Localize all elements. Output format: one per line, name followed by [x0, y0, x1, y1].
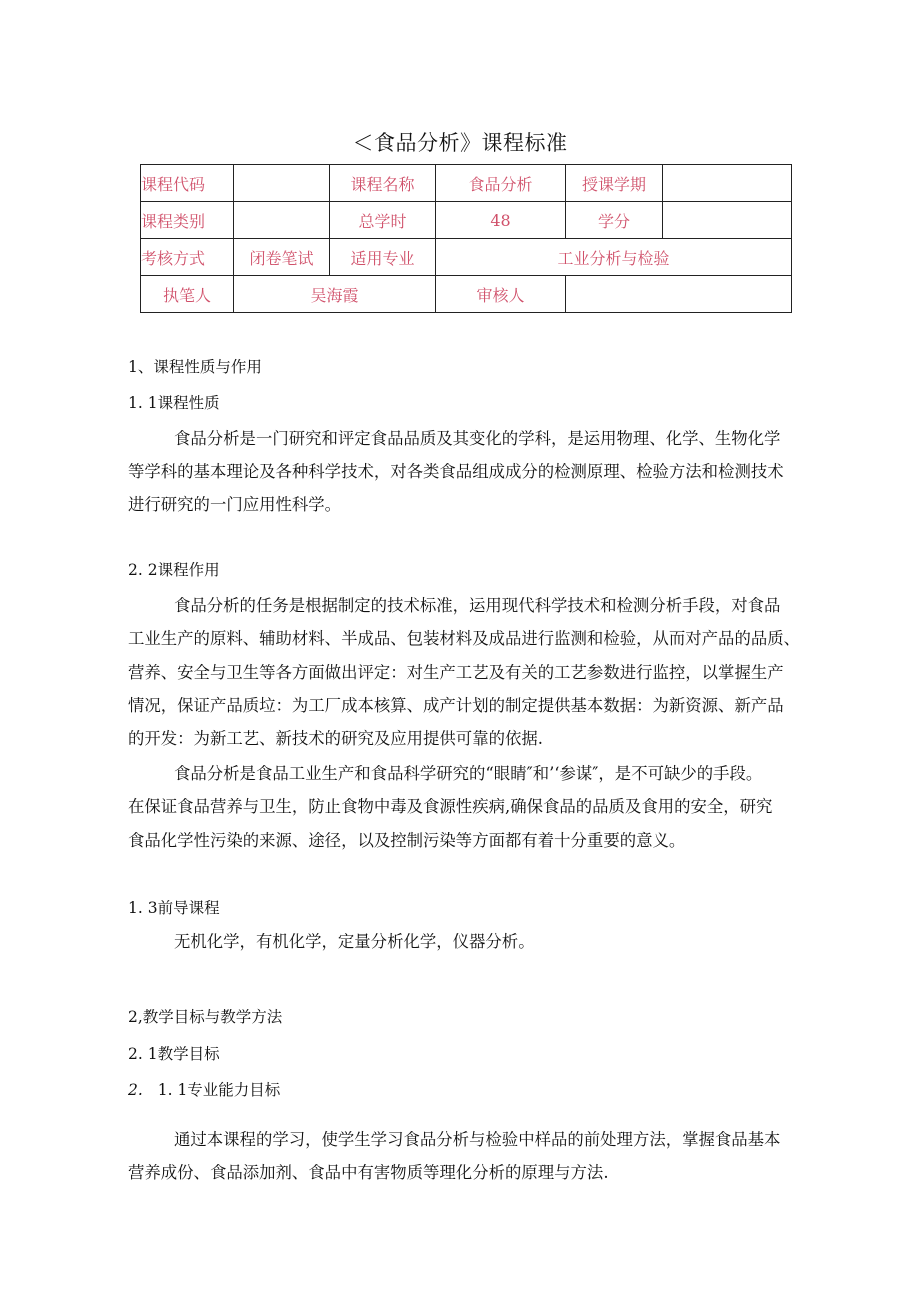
- paragraph-line: 食品分析的任务是根据制定的技术标准，运用现代科学技术和检测分析手段，对食品: [174, 596, 781, 615]
- heading-number: 2.: [128, 1081, 143, 1099]
- value-reviewer: [566, 276, 792, 313]
- section-heading-1-1: 1. 1课程性质: [128, 394, 220, 412]
- table-row: [141, 202, 792, 239]
- paragraph-line: 食品分析是一门研究和评定食品品质及其变化的学科，是运用物理、化学、生物化学: [174, 429, 781, 448]
- section-heading-2: 2,教学目标与教学方法: [128, 1008, 283, 1026]
- label-course-type: 课程类别: [141, 202, 234, 239]
- value-major: 工业分析与检验: [436, 239, 792, 276]
- paragraph-line: 无机化学，有机化学，定量分析化学，仪器分析。: [174, 932, 535, 951]
- value-course-name: 食品分析: [436, 165, 566, 202]
- section-heading-1-2: 2. 2课程作用: [128, 561, 220, 579]
- section-heading-1-3: 1. 3前导课程: [128, 899, 220, 917]
- value-course-type: [234, 202, 330, 239]
- value-author: 吴海霞: [234, 276, 436, 313]
- section-heading-1: 1、课程性质与作用: [128, 358, 262, 376]
- paragraph-line: 营养成份、食品添加剂、食品中有害物质等理化分析的原理与方法.: [128, 1163, 609, 1182]
- paragraph-line: 营养、安全与卫生等各方面做出评定：对生产工艺及有关的工艺参数进行监控，以掌握生产: [128, 663, 784, 682]
- paragraph-line: 通过本课程的学习，使学生学习食品分析与检验中样品的前处理方法，掌握食品基本: [174, 1130, 781, 1149]
- label-semester: 授课学期: [566, 165, 663, 202]
- table-row: [141, 276, 792, 313]
- paragraph-line: 食品化学性污染的来源、途径，以及控制污染等方面都有着十分重要的意义。: [128, 831, 686, 850]
- paragraph-line: 进行研究的一门应用性科学。: [128, 495, 342, 514]
- value-credits: [663, 202, 792, 239]
- value-total-hours: 48: [436, 202, 566, 239]
- paragraph-line: 情况，保证产品质垃：为工厂成本核算、成产计划的制定提供基本数据：为新资源、新产品: [128, 696, 784, 715]
- table-row: [141, 239, 792, 276]
- paragraph-line: 在保证食品营养与卫生，防止食物中毒及食源性疾病,确保食品的品质及食用的安全，研究: [128, 797, 773, 816]
- label-credits: 学分: [566, 202, 663, 239]
- label-course-name: 课程名称: [330, 165, 436, 202]
- table-row: [141, 165, 792, 202]
- paragraph-line: 食品分析是食品工业生产和食品科学研究的“眼睛″和’‘参谋″，是不可缺少的手段。: [174, 764, 763, 783]
- course-info-table: [140, 164, 792, 313]
- paragraph-line: 工业生产的原料、辅助材料、半成品、包装材料及成品进行监测和检验，从而对产品的品质、: [128, 629, 801, 648]
- section-heading-2-1: 2. 1教学目标: [128, 1045, 220, 1063]
- label-course-code: 课程代码: [141, 165, 234, 202]
- value-semester: [663, 165, 792, 202]
- heading-text: 1. 1专业能力目标: [157, 1081, 281, 1099]
- label-author: 执笔人: [141, 276, 234, 313]
- label-reviewer: 审核人: [436, 276, 566, 313]
- value-course-code: [234, 165, 330, 202]
- paragraph-line: 等学科的基本理论及各种科学技术，对各类食品组成成分的检测原理、检验方法和检测技术: [128, 462, 784, 481]
- value-assessment: 闭卷笔试: [234, 239, 330, 276]
- label-total-hours: 总学时: [330, 202, 436, 239]
- label-assessment: 考核方式: [141, 239, 234, 276]
- section-heading-2-1-1: [128, 1078, 280, 1102]
- document-title: ＜食品分析》课程标准: [352, 131, 568, 155]
- label-major: 适用专业: [330, 239, 436, 276]
- paragraph-line: 的开发：为新工艺、新技术的研究及应用提供可靠的依据.: [128, 729, 543, 748]
